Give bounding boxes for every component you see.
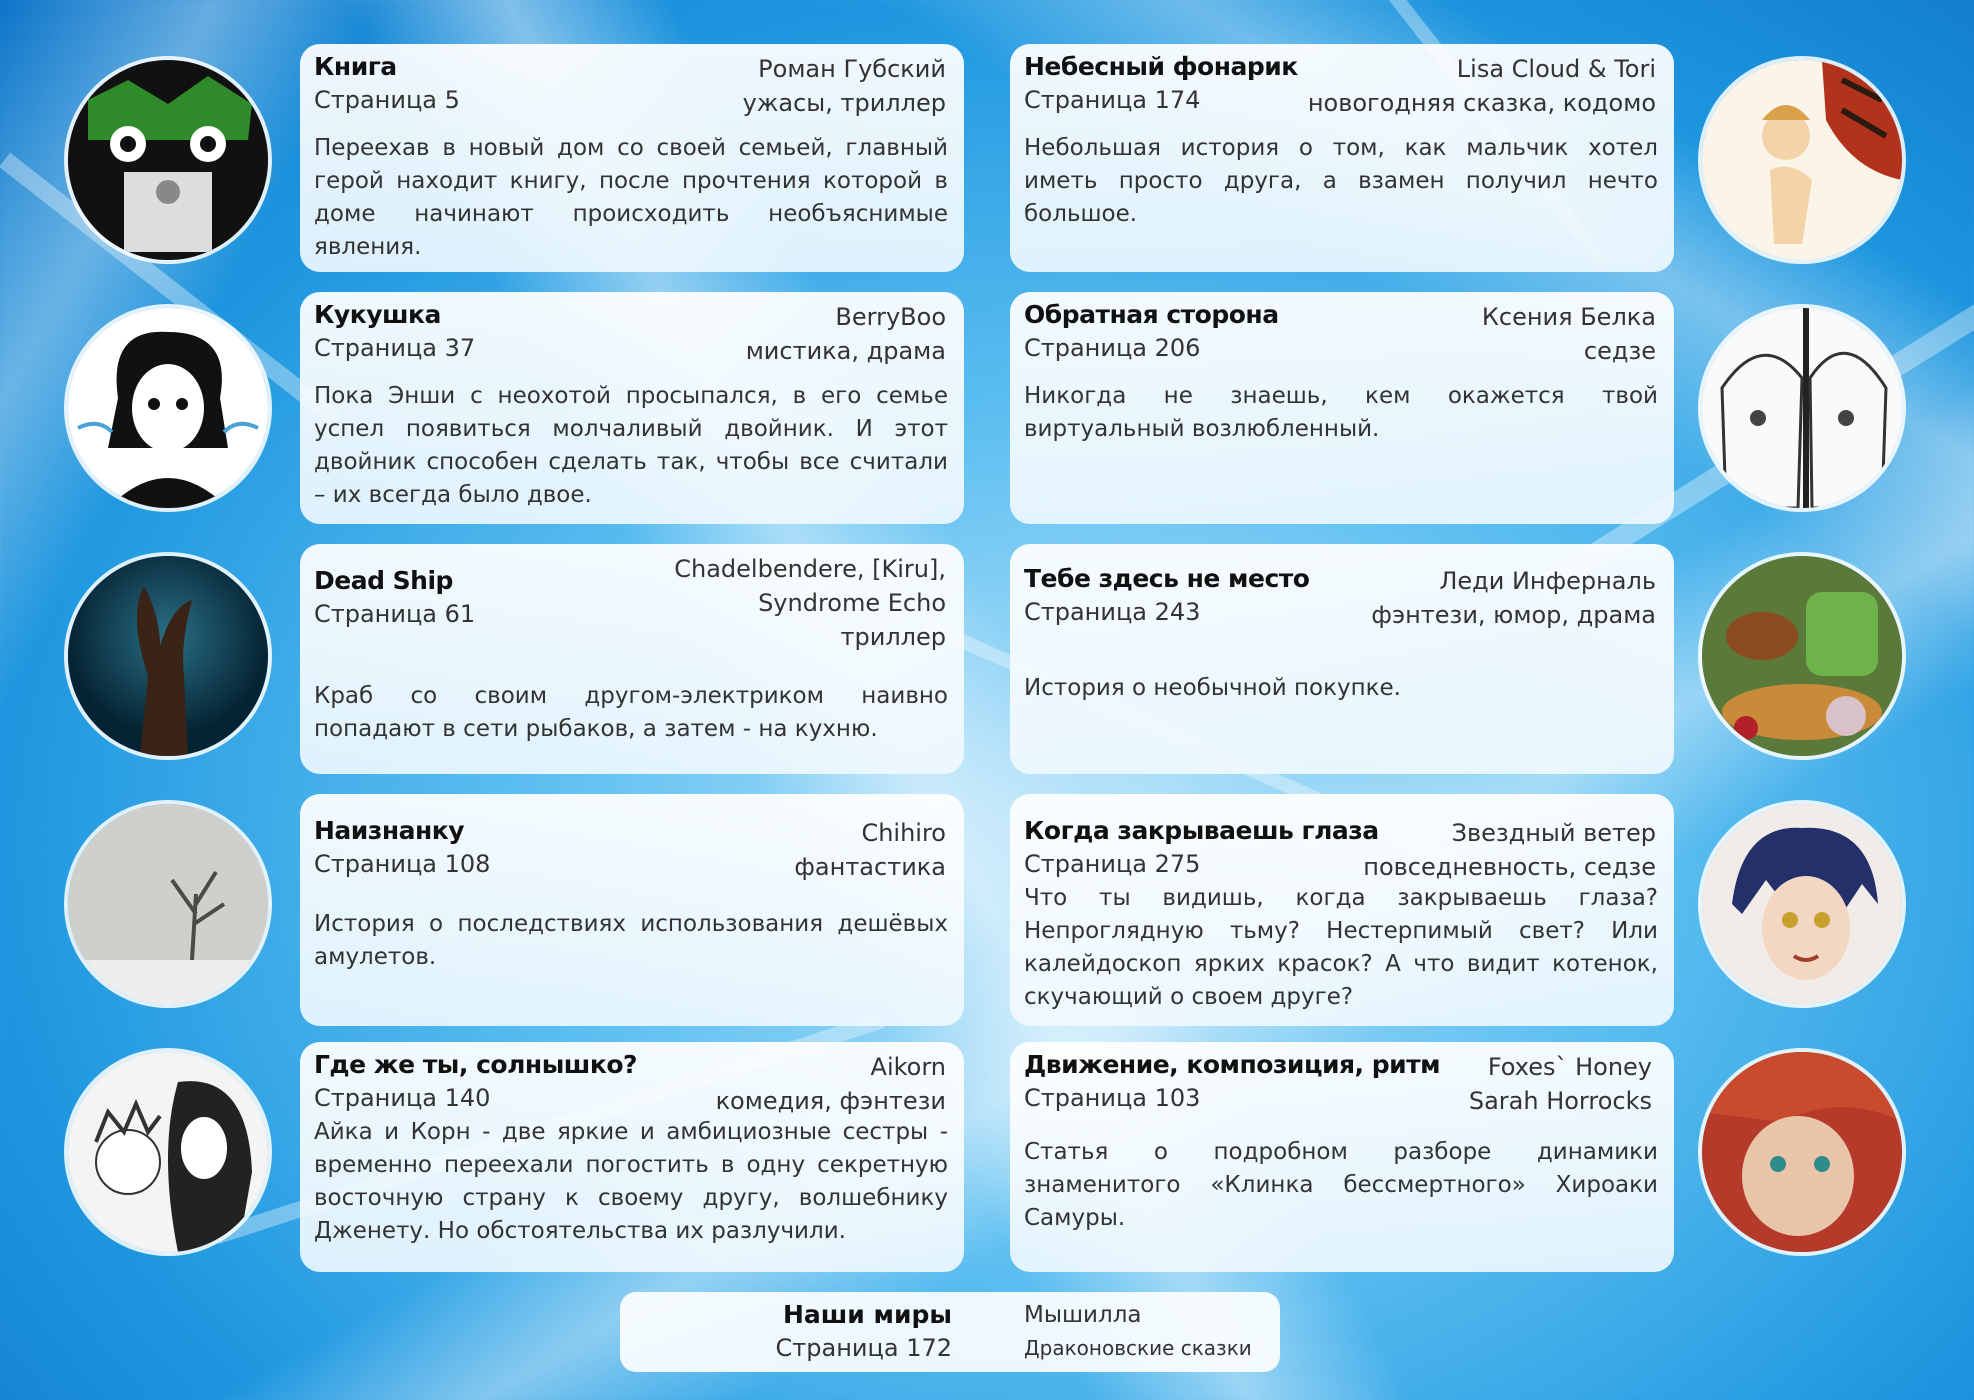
card-title: Обратная сторона (1024, 300, 1279, 329)
card-tebe-zdes-ne-mesto[interactable] (1010, 544, 1674, 774)
card-author-2: Syndrome Echo (758, 589, 946, 617)
card-title: Наизнанку (314, 816, 465, 845)
card-naiznanku[interactable] (300, 794, 964, 1026)
card-solnyshko[interactable] (300, 1042, 964, 1272)
card-author: Звездный ветер (1451, 819, 1656, 847)
avatar-obratnaya-storona (1698, 304, 1906, 512)
card-description: Краб со своим другом-электриком наивно попадают в сети рыбаков, а затем - на кухню. (314, 683, 948, 742)
card-author: Ксения Белка (1481, 303, 1656, 331)
card-description: Никогда не знаешь, кем окажется твой виртуальный возлюбленный. (1024, 383, 1658, 442)
card-genre: мистика, драма (745, 337, 946, 365)
card-description: Статья о подробном разборе динамики знаменитого «Клинка бессмертного» Хироаки Самуры. (1024, 1139, 1658, 1231)
card-description: Что ты видишь, когда закрываешь глаза? Непроглядную тьму? Нестерпимый свет? Или калейдоскоп ярких красок? А что видит котенок, скучающий о своем друге? (1024, 885, 1658, 1010)
card-title: Где же ты, солнышко? (314, 1050, 637, 1079)
card-genre: седзе (1583, 337, 1656, 365)
card-kukushka[interactable] (300, 292, 964, 524)
card-kniga[interactable] (300, 44, 964, 272)
card-page: Страница 103 (1024, 1084, 1201, 1112)
avatar-kukushka (64, 304, 272, 512)
avatar-dvizhenie (1698, 1048, 1906, 1256)
card-nashi-miry[interactable] (620, 1292, 1280, 1372)
avatar-solnyshko (64, 1048, 272, 1256)
avatar-tebe-zdes-ne-mesto (1698, 552, 1906, 760)
card-genre: фэнтези, юмор, драма (1371, 601, 1656, 629)
card-author: Chihiro (861, 819, 946, 847)
card-page: Страница 61 (314, 600, 476, 628)
card-dead-ship[interactable] (300, 544, 964, 774)
card-title: Dead Ship (314, 566, 453, 595)
card-genre: фантастика (794, 853, 946, 881)
card-author: Леди Инферналь (1439, 567, 1656, 595)
card-title: Кукушка (314, 300, 441, 329)
card-description: История о последствиях использования дешёвых амулетов. (314, 911, 948, 970)
card-title: Книга (314, 52, 397, 81)
card-title: Тебе здесь не место (1024, 564, 1310, 593)
card-title: Наши миры (782, 1300, 952, 1329)
card-page: Страница 206 (1024, 334, 1201, 362)
card-page: Страница 275 (1024, 850, 1201, 878)
card-author: Aikorn (870, 1053, 946, 1081)
card-description: Пока Энши с неохотой просыпался, в его семье успел появиться молчаливый двойник. И этот двойник способен сделать так, чтобы все считали – их всегда было двое. (314, 383, 948, 508)
card-title: Движение, композиция, ритм (1024, 1050, 1441, 1079)
card-description: Небольшая история о том, как мальчик хотел иметь просто друга, а взамен получил нечто большое. (1024, 135, 1658, 227)
card-author: Роман Губский (758, 55, 946, 83)
card-genre: комедия, фэнтези (715, 1087, 946, 1115)
card-author: Lisa Cloud & Tori (1456, 55, 1656, 83)
card-page: Страница 174 (1024, 86, 1201, 114)
card-kogda-zakryvaesh[interactable] (1010, 794, 1674, 1026)
card-genre: триллер (840, 623, 946, 651)
card-page: Страница 108 (314, 850, 491, 878)
avatar-nebesny-fonarik (1698, 56, 1906, 264)
card-genre: ужасы, триллер (742, 89, 946, 117)
card-author: Foxes` Honey (1487, 1053, 1652, 1081)
card-page: Страница 5 (314, 86, 460, 114)
card-author: Мышилла (1024, 1302, 1142, 1328)
avatar-naiznanku (64, 800, 272, 1008)
card-page: Страница 243 (1024, 598, 1201, 626)
card-nebesny-fonarik[interactable] (1010, 44, 1674, 272)
card-page: Страница 172 (775, 1334, 952, 1362)
card-genre: повседневность, седзе (1363, 853, 1656, 881)
card-page: Страница 37 (314, 334, 476, 362)
avatar-kniga (64, 56, 272, 264)
card-description: Переехав в новый дом со своей семьей, главный герой находит книгу, после прочтения которой в доме начинают происходить необъяснимые явления. (314, 135, 948, 260)
card-title: Небесный фонарик (1024, 52, 1298, 81)
card-genre: новогодняя сказка, кодомо (1307, 89, 1656, 117)
card-author: Chadelbendere, [Kiru], (674, 555, 946, 583)
card-author: BerryBoo (835, 303, 946, 331)
card-description: История о необычной покупке. (1024, 675, 1401, 701)
avatar-dead-ship (64, 552, 272, 760)
card-page: Страница 140 (314, 1084, 491, 1112)
card-obratnaya-storona[interactable] (1010, 292, 1674, 524)
card-series: Драконовские сказки (1024, 1336, 1252, 1360)
card-description: Айка и Корн - две яркие и амбициозные сестры - временно переехали погостить в одну секретную восточную страну к своему другу, волшебнику Дженету. Но обстоятельства их разлучили. (314, 1119, 948, 1244)
card-title: Когда закрываешь глаза (1024, 816, 1379, 845)
card-dvizhenie[interactable] (1010, 1042, 1674, 1272)
avatar-kogda-zakryvaesh (1698, 800, 1906, 1008)
card-author-2: Sarah Horrocks (1468, 1087, 1652, 1115)
